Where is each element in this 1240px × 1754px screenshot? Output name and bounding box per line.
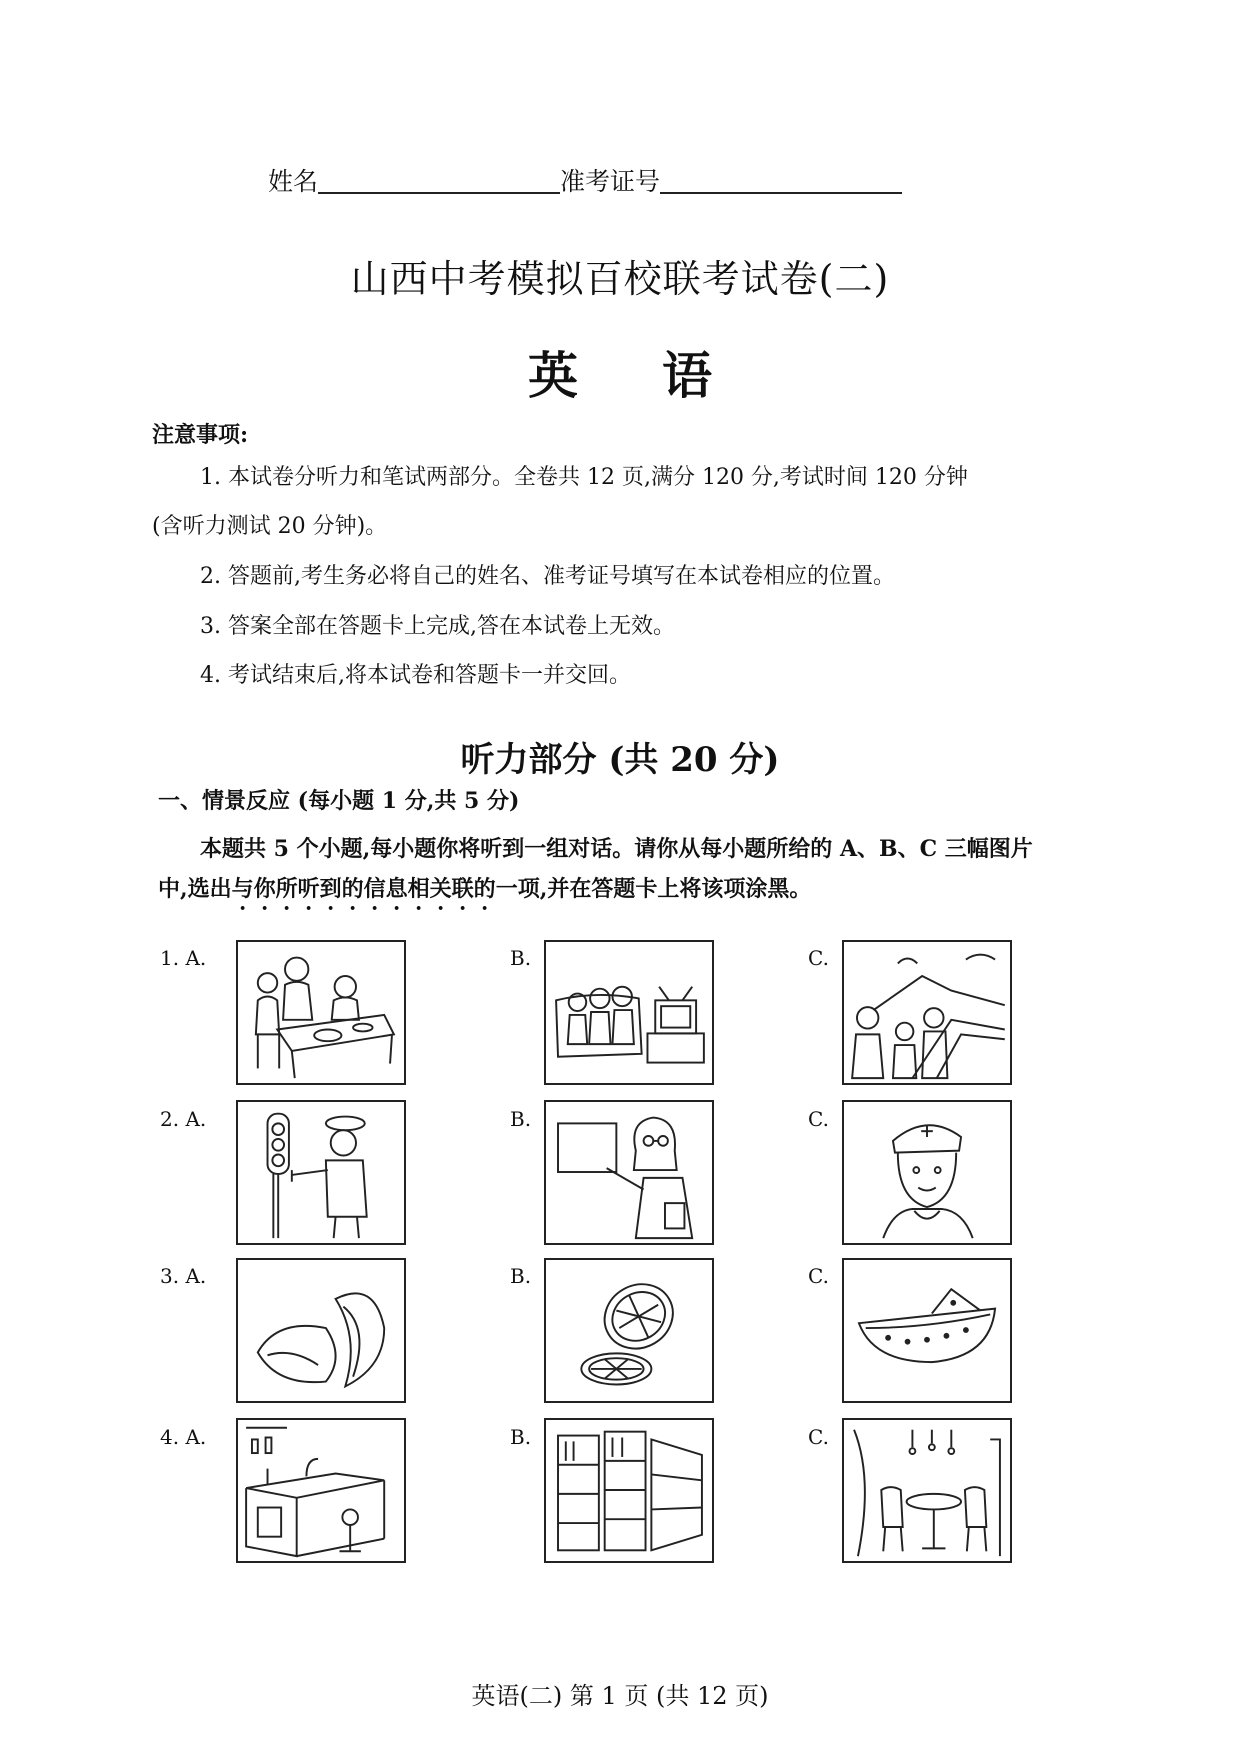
- traffic-police-picture[interactable]: [236, 1100, 406, 1245]
- notice-item-2: 2. 答题前,考生务必将自己的姓名、准考证号填写在本试卷相应的位置。: [200, 564, 895, 589]
- laboratory-picture[interactable]: [236, 1418, 406, 1563]
- family-outdoor-mountain-picture[interactable]: [842, 940, 1012, 1085]
- lemon-slices-picture[interactable]: [544, 1258, 714, 1403]
- question-3-a-label: 3. A.: [160, 1264, 207, 1288]
- question-2-b-label: B.: [510, 1107, 532, 1131]
- exam-title: 山西中考模拟百校联考试卷(二): [350, 257, 890, 301]
- subject-char-2: 语: [662, 346, 712, 405]
- question-4-a-label: 4. A.: [160, 1425, 207, 1449]
- part-one-title: 一、情景反应 (每小题 1 分,共 5 分): [158, 788, 520, 814]
- nurse-picture[interactable]: [842, 1100, 1012, 1245]
- watermelon-slices-picture[interactable]: [842, 1258, 1012, 1403]
- notice-item-3: 3. 答案全部在答题卡上完成,答在本试卷上无效。: [200, 614, 675, 639]
- question-4-c-label: C.: [808, 1425, 829, 1449]
- question-3-c-label: C.: [808, 1264, 829, 1288]
- question-1-c-label: C.: [808, 946, 829, 970]
- candidate-info-row: [268, 166, 902, 194]
- name-field[interactable]: [318, 166, 560, 194]
- question-1-b-label: B.: [510, 946, 532, 970]
- notice-item-4: 4. 考试结束后,将本试卷和答题卡一并交回。: [200, 663, 631, 688]
- instruction-line-2: [158, 872, 811, 915]
- family-dining-picture[interactable]: [236, 940, 406, 1085]
- question-3-b-label: B.: [510, 1264, 532, 1288]
- listening-section-title: 听力部分 (共 20 分): [460, 740, 780, 780]
- exam-id-field[interactable]: [660, 166, 902, 194]
- orange-slices-picture[interactable]: [236, 1258, 406, 1403]
- notice-item-1-cont: (含听力测试 20 分钟)。: [152, 514, 388, 539]
- restaurant-picture[interactable]: [842, 1418, 1012, 1563]
- instruction-line-1: 本题共 5 个小题,每小题你将听到一组对话。请你从每小题所给的 A、B、C 三幅图片: [200, 836, 1033, 862]
- family-watching-tv-picture[interactable]: [544, 940, 714, 1085]
- question-2-a-label: 2. A.: [160, 1107, 207, 1131]
- page-footer: 英语(二) 第 1 页 (共 12 页): [471, 1682, 769, 1710]
- library-bookshelf-picture[interactable]: [544, 1418, 714, 1563]
- name-label: 姓名: [268, 167, 319, 196]
- instruction-line-2-pre: 中,选出: [158, 876, 232, 902]
- subject-char-1: 英: [528, 346, 578, 405]
- subject-title: [0, 336, 1240, 408]
- teacher-picture[interactable]: [544, 1100, 714, 1245]
- instruction-line-2-post: 一项,并在答题卡上将该项涂黑。: [495, 876, 812, 902]
- question-4-b-label: B.: [510, 1425, 532, 1449]
- exam-id-label: 准考证号: [560, 167, 661, 196]
- instruction-emphasis: 与你所听到的信息相关联的: [231, 876, 496, 902]
- question-2-c-label: C.: [808, 1107, 829, 1131]
- question-1-a-label: 1. A.: [160, 946, 207, 970]
- notice-heading: 注意事项:: [152, 422, 249, 448]
- notice-item-1: 1. 本试卷分听力和笔试两部分。全卷共 12 页,满分 120 分,考试时间 120 分钟: [200, 465, 968, 490]
